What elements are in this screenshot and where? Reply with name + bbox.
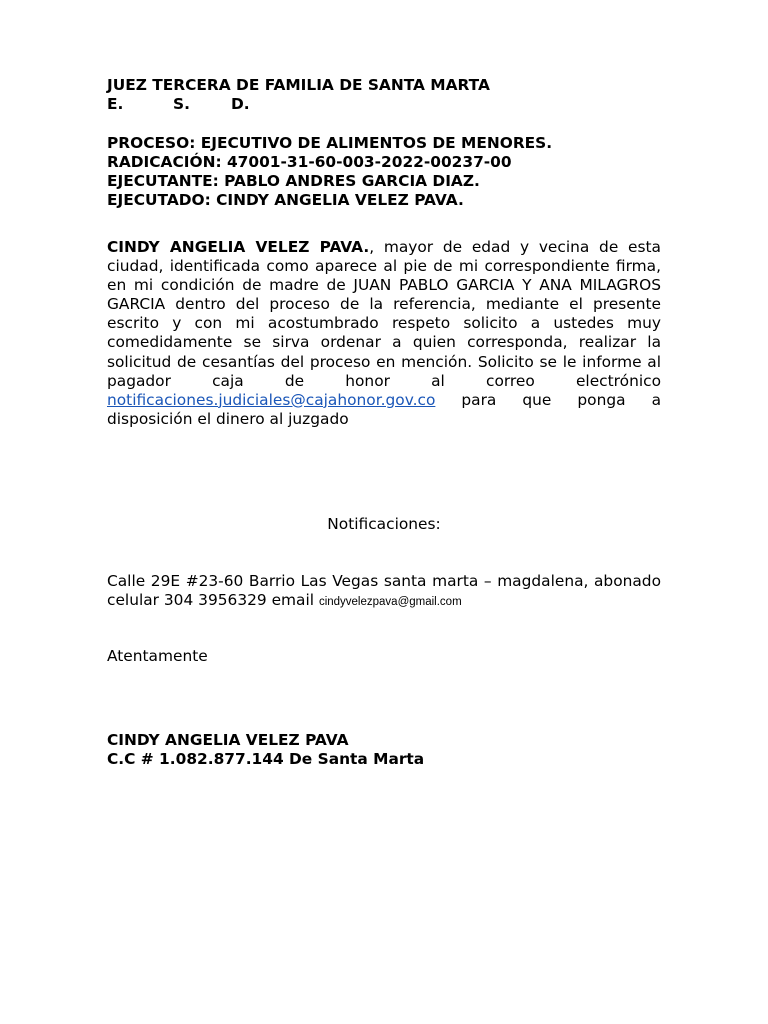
signature-block [107,731,424,769]
case-ejecutante: EJECUTANTE: PABLO ANDRES GARCIA DIAZ. [107,172,480,190]
contact-email: cindyvelezpava@gmail.com [318,596,462,609]
esd-d: D. [231,95,250,113]
esd-s: S. [173,95,190,113]
letter-header [107,76,490,114]
case-radicacion: RADICACIÓN: 47001-31-60-003-2022-00237-00 [107,153,512,171]
addressee: JUEZ TERCERA DE FAMILIA DE SANTA MARTA [107,76,490,94]
case-reference [107,134,552,210]
esd-line [107,95,490,114]
case-proceso: PROCESO: EJECUTIVO DE ALIMENTOS DE MENORES. [107,134,553,152]
document-page [107,0,661,1024]
notification-address [107,572,661,612]
notifications-title: Notificaciones: [327,515,441,533]
cajahonor-email-link[interactable]: notificaciones.judiciales@cajahonor.gov.co [107,390,436,409]
request-text-part1: , mayor de edad y vecina de esta ciudad, identificada como aparece al pie de mi correspondiente firma, en mi condición de madre de JUAN PABLO GARCIA Y ANA MILAGROS GARCIA dentro del proceso de la referencia, mediante el presente escrito y con mi acostumbrado respeto solicito a ustedes muy comedidamente se sirva ordenar a quien corresponda, realizar la solicitud de cesantías del proceso en mención. Solicito se le informe al pagador caja de honor al correo electrónico [107,238,661,390]
request-text-part2: para que ponga a disposición el dinero al juzgado [107,390,661,428]
signature-name: CINDY ANGELIA VELEZ PAVA [107,731,349,749]
closing-salutation: Atentamente [107,647,208,665]
esd-e: E. [107,95,124,113]
request-paragraph [107,238,661,429]
signature-id: C.C # 1.082.877.144 De Santa Marta [107,750,425,768]
case-ejecutado: EJECUTADO: CINDY ANGELIA VELEZ PAVA. [107,191,464,209]
address-text: Calle 29E #23-60 Barrio Las Vegas santa marta – magdalena, abonado celular 304 3956329 email [107,572,661,610]
requester-name: CINDY ANGELIA VELEZ PAVA. [107,238,370,256]
